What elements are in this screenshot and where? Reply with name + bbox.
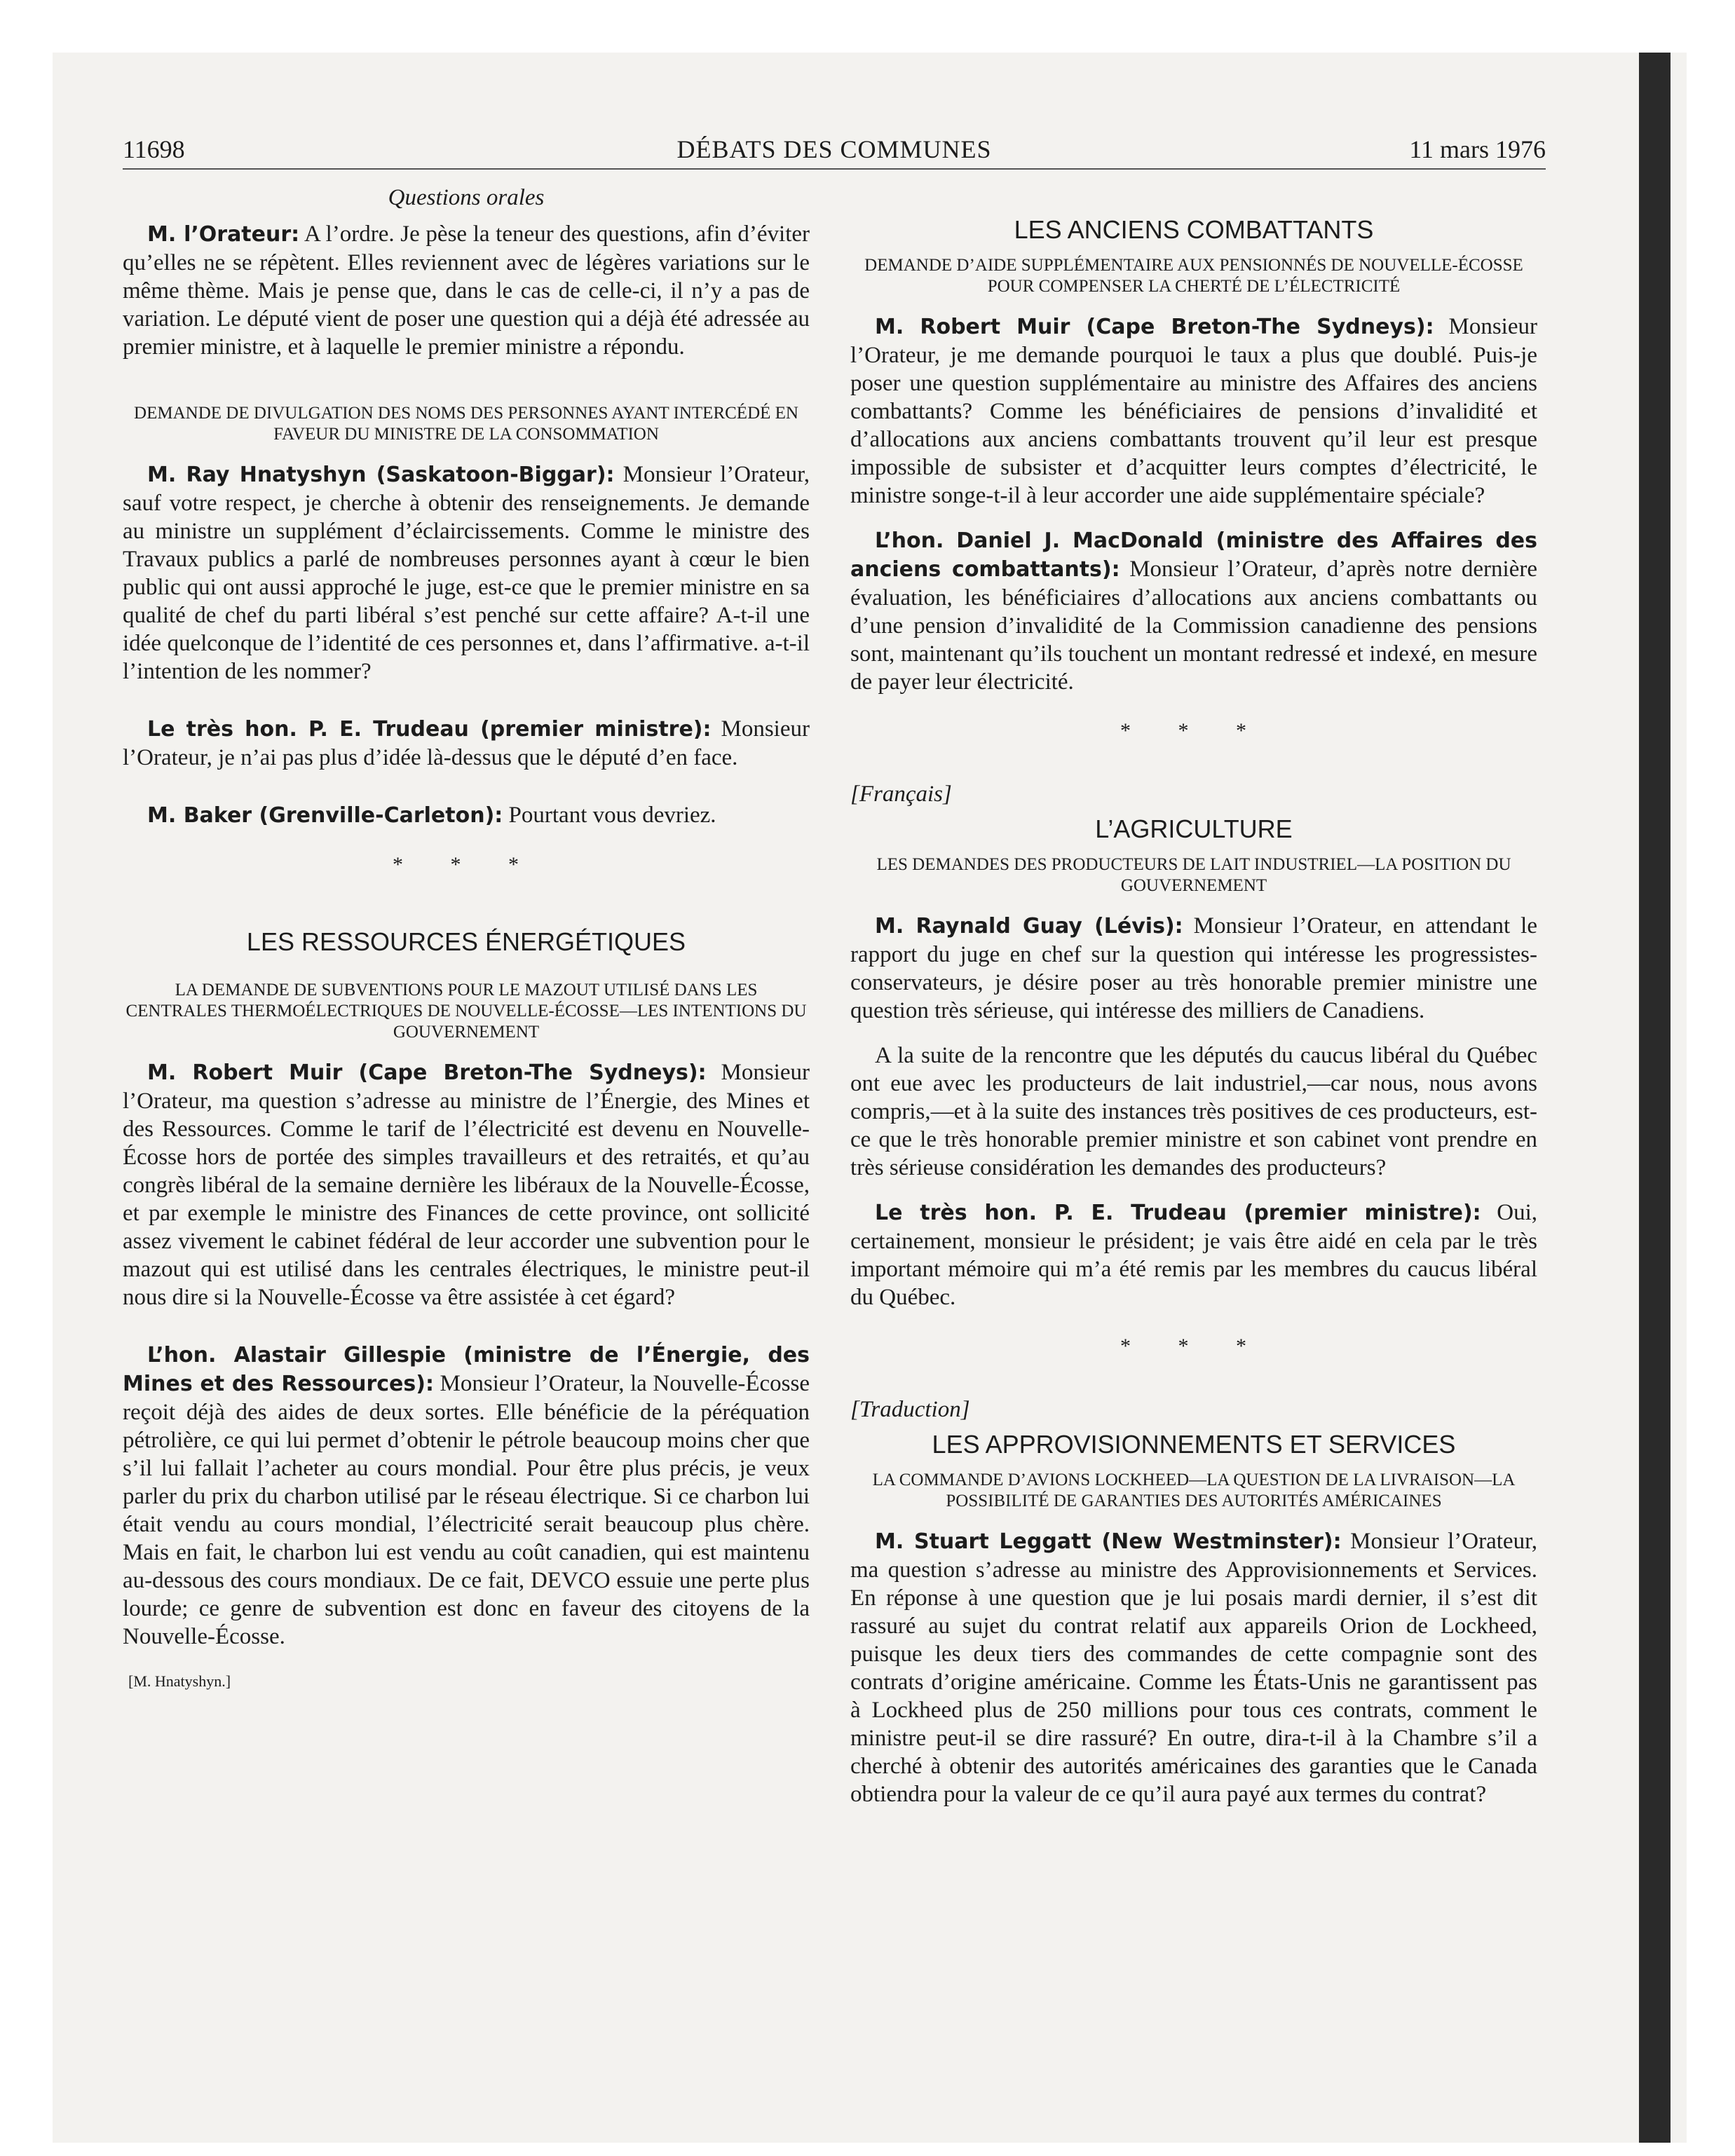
subheading: DEMANDE DE DIVULGATION DES NOMS DES PERSONNES AYANT INTERCÉDÉ EN FAVEUR DU MINISTRE DE LA CONSOMMATION — [134, 404, 798, 444]
speaker-name: M. Stuart Leggatt (New Westminster): — [875, 1529, 1342, 1554]
paragraph-text: Monsieur l’Orateur, d’après notre dernière évaluation, les bénéficiaires d’allocations aux anciens combattants ou d’une pension d’invalidité de la Commission canadienne des pensions sont, maintenant qu’ils touchent un montant redressé et indexé, en mesure de payer leur électricité. — [850, 557, 1537, 695]
section-separator: * * * — [1120, 1335, 1267, 1358]
paragraph — [123, 1341, 810, 1651]
language-tag: [Français] — [850, 782, 952, 807]
paragraph-text: Monsieur l’Orateur, je n’ai pas plus d’idée là-dessus que le député d’en face. — [123, 716, 810, 770]
section-heading: L’AGRICULTURE — [1095, 814, 1293, 843]
section-heading: LES RESSOURCES ÉNERGÉTIQUES — [246, 927, 686, 956]
speaker-name: L’hon. Daniel J. MacDonald (ministre des Affaires des anciens combattants): — [850, 528, 1537, 582]
speaker-name: Le très hon. P. E. Trudeau (premier ministre): — [875, 1201, 1481, 1225]
paragraph — [850, 526, 1537, 696]
speaker-name: M. Baker (Grenville-Carleton): — [147, 803, 503, 828]
left-column — [123, 184, 810, 1696]
scan-edge-bar — [1639, 53, 1671, 2143]
paragraph — [850, 1527, 1537, 1808]
paragraph-text: Monsieur l’Orateur, ma question s’adresse au ministre de l’Énergie, des Mines et des Ressources. Comme le tarif de l’électricité est devenu en Nouvelle-Écosse hors de portée des simples travailleurs et des retraités, et qu’au congrès libéral de la semaine dernière les libéraux de la Nouvelle-Écosse, et par exemple le ministre des Finances de cette province, ont sollicité assez vivement le cabinet fédéral de leur accorder une subvention pour le mazout qui est utilisé dans les centrales électriques, le ministre peut-il nous dire si la Nouvelle-Écosse va être assistée à cet égard? — [123, 1060, 810, 1310]
speaker-name: M. Robert Muir (Cape Breton-The Sydneys): — [875, 315, 1434, 339]
speaker-name: M. Raynald Guay (Lévis): — [875, 914, 1183, 939]
page-number: 11698 — [123, 135, 185, 163]
paragraph — [850, 912, 1537, 1025]
paragraph-text: Monsieur l’Orateur, la Nouvelle-Écosse reçoit déjà des aides de deux sortes. Elle bénéficie de la péréquation pétrolière, ce qui lui permet d’obtenir le pétrole beaucoup moins cher que s’il lui fallait l’acheter au cours mondial. Pour être plus précis, je veux parler du prix du charbon utilisé par le réseau électrique. Si ce charbon lui était vendu au cours mondial, l’électricité serait beaucoup plus chère. Mais en fait, le charbon lui est vendu au coût canadien, qui est maintenu au-dessous des cours mondiaux. De ce fait, DEVCO essuie une perte plus lourde; ce genre de subvention est donc en faveur des citoyens de la Nouvelle-Écosse. — [123, 1371, 810, 1649]
speaker-name: Le très hon. P. E. Trudeau (premier ministre): — [147, 717, 712, 742]
paragraph — [123, 220, 810, 361]
section-separator: * * * — [393, 853, 540, 876]
paragraph-text: Pourtant vous devriez. — [503, 803, 716, 828]
speaker-name: L’hon. Alastair Gillespie (ministre de l’Énergie, des Mines et des Ressources): — [123, 1343, 810, 1396]
footnote: [M. Hnatyshyn.] — [128, 1672, 231, 1690]
paragraph-text: Monsieur l’Orateur, sauf votre respect, je cherche à obtenir des renseignements. Je demande au ministre un supplément d’éclaircissements. Comme le ministre des Travaux publics a parlé de nombreuses personnes ayant à cœur le bien public qui ont aussi approché le juge, est-ce que le premier ministre en sa qualité de chef du parti libéral s’est penché sur cette affaire? A-t-il une idée quelconque de l’identité de ces personnes et, dans l’affirmative. a-t-il l’intention de les nommer? — [123, 462, 810, 684]
right-column — [850, 184, 1537, 1825]
subheading: LA DEMANDE DE SUBVENTIONS POUR LE MAZOUT UTILISÉ DANS LES CENTRALES THERMOÉLECTRIQUES DE NOUVELLE-ÉCOSSE—LES INTENTIONS DU GOUVERNEMENT — [125, 981, 807, 1042]
paragraph-text: A la suite de la rencontre que les députés du caucus libéral du Québec ont eue avec les producteurs de lait industriel,—car nous, nous avons compris,—et à la suite des instances très positives de ces producteurs, est-ce que le très honorable premier ministre et son cabinet vont prendre en très sérieuse considération les demandes des producteurs? — [850, 1043, 1537, 1180]
speaker-name: M. l’Orateur: — [147, 222, 300, 247]
page-header — [123, 130, 1546, 169]
section-heading: LES APPROVISIONNEMENTS ET SERVICES — [932, 1430, 1456, 1459]
paragraph-text: A l’ordre. Je pèse la teneur des questions, afin d’éviter qu’elles ne se répètent. Elles reviennent avec de légères variations sur le même thème. Mais je pense que, dans le cas de celle-ci, il n’y a pas de variation. Le député vient de poser une question qui a déjà été adressée au premier ministre, et à laquelle le premier ministre a répondu. — [123, 221, 810, 360]
paragraph — [850, 1199, 1537, 1311]
paragraph-text: Monsieur l’Orateur, je me demande pourquoi le taux a plus que doublé. Puis-je poser une question supplémentaire au ministre des Affaires des anciens combattants? Comme les bénéficiaires de pensions d’invalidité et d’allocations aux anciens combattants trouvent qu’il leur est presque impossible de subsister et d’acquitter leurs comptes d’électricité, le ministre songe-t-il à leur accorder une aide supplémentaire spéciale? — [850, 314, 1537, 508]
speaker-name: M. Robert Muir (Cape Breton-The Sydneys): — [147, 1060, 707, 1085]
section-heading: LES ANCIENS COMBATTANTS — [1014, 215, 1374, 244]
running-head: Questions orales — [388, 185, 545, 210]
language-tag: [Traduction] — [850, 1397, 970, 1422]
subheading: DEMANDE D’AIDE SUPPLÉMENTAIRE AUX PENSIONNÉS DE NOUVELLE-ÉCOSSE POUR COMPENSER LA CHERTÉ DE L’ÉLECTRICITÉ — [864, 256, 1523, 296]
paragraph — [123, 1058, 810, 1311]
publication-title: DÉBATS DES COMMUNES — [676, 135, 992, 163]
section-separator: * * * — [1120, 719, 1267, 742]
subheading: LES DEMANDES DES PRODUCTEURS DE LAIT INDUSTRIEL—LA POSITION DU GOUVERNEMENT — [876, 855, 1511, 895]
paragraph — [850, 1042, 1537, 1182]
paragraph-text: Oui, certainement, monsieur le président; je vais être aidé en cela par le très important mémoire qui m’a été remis par les membres du caucus libéral du Québec. — [850, 1200, 1537, 1310]
paragraph — [123, 801, 810, 830]
paragraph — [850, 313, 1537, 510]
paragraph-text: Monsieur l’Orateur, ma question s’adresse au ministre des Approvisionnements et Services. En réponse à une question que je lui posais mardi dernier, il s’est dit rassuré au sujet du contrat relatif aux appareils Orion de Lockheed, puisque les deux tiers des commandes de cette compagnie sont des contrats d’origine américaine. Comme les États-Unis ne garantissent pas à Lockheed plus de 250 millions pour tous ces contrats, comment le ministre peut-il se dire rassuré? En outre, dira-t-il à la Chambre s’il a cherché à obtenir des autorités américaines des garanties que le Canada obtiendra pour la valeur de ce qu’il aura payé aux termes du contrat? — [850, 1529, 1537, 1807]
speaker-name: M. Ray Hnatyshyn (Saskatoon-Biggar): — [147, 463, 615, 487]
page-date: 11 mars 1976 — [1409, 135, 1546, 163]
subheading: LA COMMANDE D’AVIONS LOCKHEED—LA QUESTION DE LA LIVRAISON—LA POSSIBILITÉ DE GARANTIES DES AUTORITÉS AMÉRICAINES — [872, 1471, 1516, 1510]
paragraph-text: Monsieur l’Orateur, en attendant le rapport du juge en chef sur la question qui intéresse les progressistes-conservateurs, je désire poser au très honorable premier ministre une question très sérieuse, qui intéresse des milliers de Canadiens. — [850, 913, 1537, 1023]
paragraph — [123, 715, 810, 772]
paragraph — [123, 460, 810, 685]
header-rule — [123, 168, 1546, 170]
